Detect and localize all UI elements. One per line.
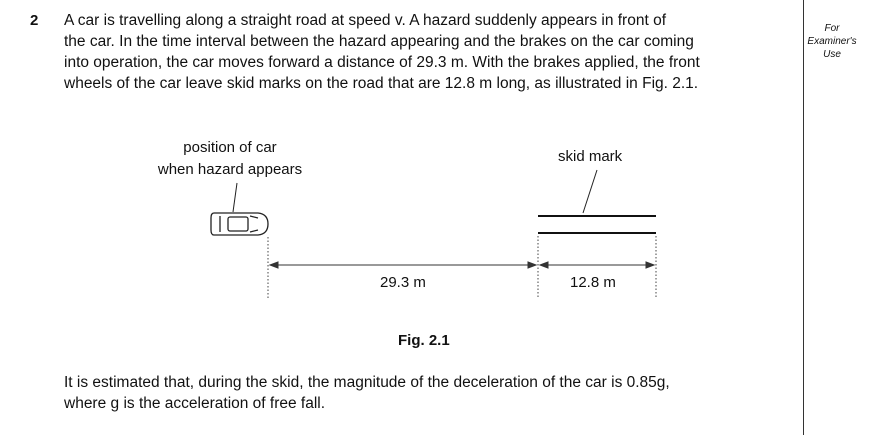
- car-label-leader: [233, 183, 237, 212]
- skid-label-leader: [583, 170, 597, 213]
- car-position-label-line-2: when hazard appears: [157, 161, 303, 178]
- figure-caption: Fig. 2.1: [398, 332, 450, 349]
- question-number: 2: [30, 12, 39, 29]
- car-position-label-line-1: position of car: [183, 139, 277, 156]
- examiner-line-2: Examiner's: [807, 36, 857, 47]
- car-position-label: [150, 137, 310, 181]
- examiner-line-1: For: [824, 23, 840, 34]
- question-line-1: A car is travelling along a straight road at speed v. A hazard suddenly appears in front of: [64, 12, 666, 29]
- question-line-2: the car. In the time interval between the hazard appearing and the brakes on the car coming: [64, 33, 694, 50]
- question-line-4: wheels of the car leave skid marks on the road that are 12.8 m long, as illustrated in Fig. 2.1.: [64, 75, 699, 92]
- question-line-3: into operation, the car moves forward a distance of 29.3 m. With the brakes applied, the front: [64, 54, 700, 71]
- dimension-arrow-1: [270, 262, 536, 268]
- question2-line-1: It is estimated that, during the skid, the magnitude of the deceleration of the car is 0.85g,: [64, 374, 670, 391]
- question-text-2: [64, 372, 794, 414]
- dimension-arrow-2: [540, 262, 654, 268]
- distance-label-1: 29.3 m: [380, 274, 426, 291]
- question2-line-2: where g is the acceleration of free fall.: [64, 395, 326, 412]
- examiner-line-3: Use: [823, 49, 841, 60]
- distance-label-2: 12.8 m: [570, 274, 616, 291]
- skid-mark-label: skid mark: [558, 148, 623, 165]
- car-icon: [211, 213, 268, 235]
